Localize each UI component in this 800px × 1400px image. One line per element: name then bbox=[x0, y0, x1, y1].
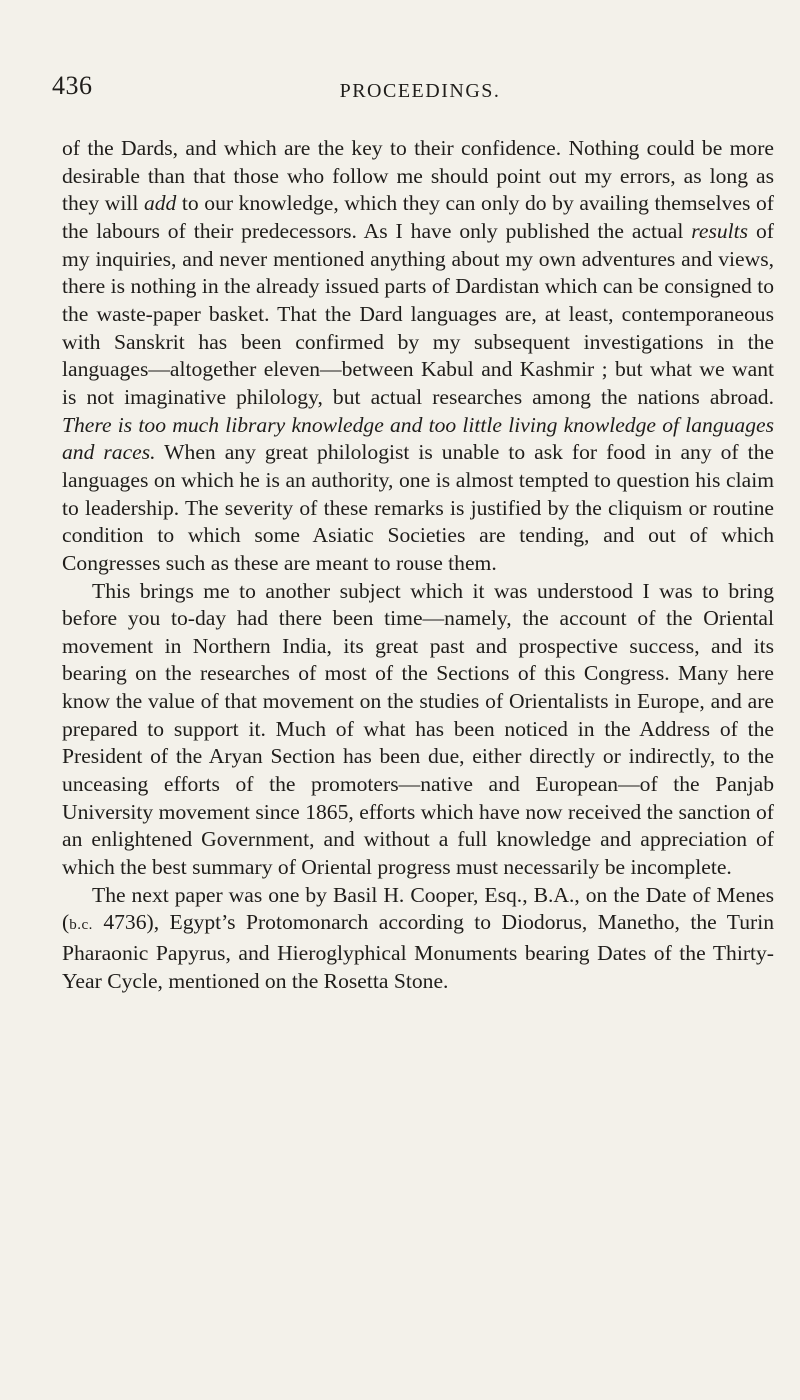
paragraph-1-italic-2: results bbox=[691, 218, 749, 243]
paragraph-1-italic-3: There is too much library knowledge and too little living knowledge of languages and races. bbox=[62, 412, 774, 465]
paragraph-3 bbox=[62, 882, 774, 996]
paragraph-1 bbox=[62, 135, 774, 578]
paragraph-3-small-caps: b.c. bbox=[69, 917, 93, 934]
paragraph-1-italic-1: add bbox=[143, 191, 177, 216]
paragraph-1-text-4: When any great philologist is unable to ask for food in any of the languages on which he is an authority, one is almost tempted to question his claim to leadership. The severity of these remarks is justified by the cliquism or routine condition to which some Asiatic Societies are tending, and out of which Congresses such as these are meant to rouse them. bbox=[62, 440, 774, 575]
paragraph-1-text-2: to our knowledge, which they can only do by availing themselves of the labours of their predecessors. As I have only published the actual bbox=[62, 191, 774, 243]
page-number: 436 bbox=[52, 71, 93, 100]
paragraph-3-text-1: The next paper was one by Basil H. Cooper, Esq., B.A., on the Date of Menes ( bbox=[62, 882, 774, 935]
running-head: PROCEEDINGS. bbox=[339, 80, 501, 102]
paragraph-1-text-1: of the Dards, and which are the key to their confidence. Nothing could be more desirable than that those who follow me should point out my errors, as long as they will bbox=[62, 136, 774, 216]
paragraph-3-text-2: 4736), Egypt’s Protomonarch according to Diodorus, Manetho, the Turin Pharaonic Papyrus, and Hieroglyphical Monuments bearing Dates of the Thirty-Year Cycle, mentioned on the Rosetta Stone. bbox=[62, 910, 774, 993]
paragraph-1-text-3: of my inquiries, and never mentioned anything about my own adventures and views, there is nothing in the already issued parts of Dardistan which can be consigned to the waste-paper basket. That the Dard languages are, at least, contemporaneous with Sanskrit has been confirmed by my subsequent investigations in the languages—altogether eleven—between Kabul and Kashmir ; but what we want is not imaginative philology, but actual researches among the nations abroad. bbox=[62, 218, 774, 409]
paragraph-2: This brings me to another subject which it was understood I was to bring before you to-day had there been time—namely, the account of the Oriental movement in Northern India, its great past and prospective success, and its bearing on the researches of most of the Sections of this Congress. Many here know the value of that movement on the studies of Orientalists in Europe, and are prepared to support it. Much of what has been noticed in the Address of the President of the Aryan Section has been due, either directly or indirectly, to the unceasing efforts of the promoters—native and European—of the Panjab University movement since 1865, efforts which have now received the sanction of an enlightened Government, and without a full knowledge and appreciation of which the best summary of Oriental progress must necessarily be incomplete. bbox=[62, 578, 774, 880]
body-text bbox=[62, 135, 774, 995]
